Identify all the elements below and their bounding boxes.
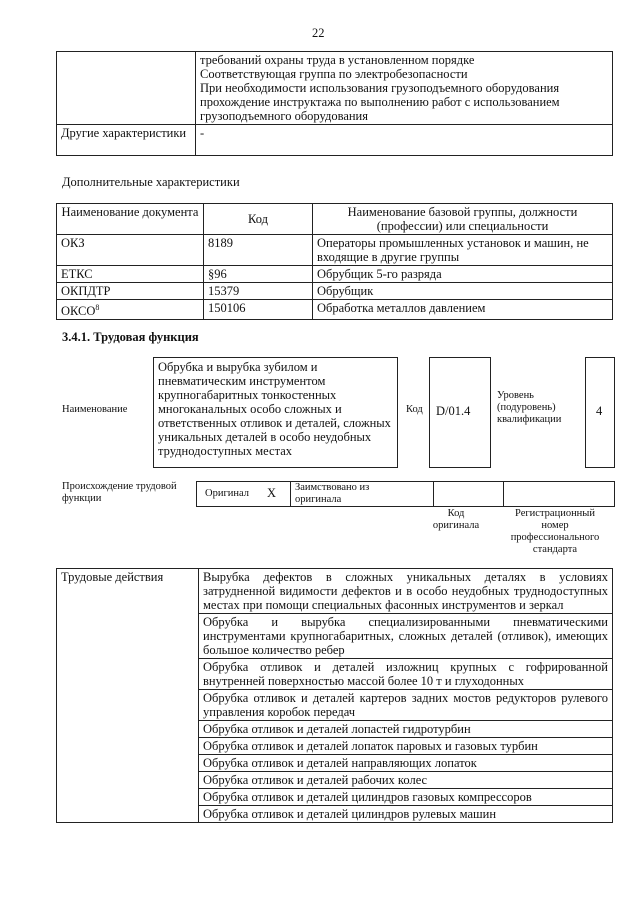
origin-row bbox=[196, 481, 615, 507]
function-code-box bbox=[429, 357, 491, 468]
cell-code: 15379 bbox=[204, 283, 313, 300]
cell-name: Обработка металлов давлением bbox=[313, 300, 613, 320]
table-row bbox=[57, 283, 613, 300]
labor-action-item: Обрубка отливок и деталей лопаток паровых и газовых турбин bbox=[199, 738, 613, 755]
table-row bbox=[57, 569, 613, 614]
other-characteristics-value: - bbox=[196, 125, 613, 156]
level-value: 4 bbox=[596, 404, 603, 418]
table-row bbox=[57, 300, 613, 320]
cell-name: Обрубщик 5-го разряда bbox=[313, 266, 613, 283]
labor-action-item: Обрубка отливок и деталей изложниц крупных с гофрированной внутренней поверхностью массой более 10 т и глуходонных bbox=[199, 659, 613, 690]
labor-actions-table bbox=[56, 568, 613, 823]
divider bbox=[433, 482, 434, 506]
cell-name: Обрубщик bbox=[313, 283, 613, 300]
function-name-box: Обрубка и вырубка зубилом и пневматическим инструментом крупногабаритных тонкостенных многоканальных особо сложных и ответственных отливок и деталей, сложных уникальных деталей в особо неудобных труднодоступных местах bbox=[153, 357, 398, 468]
table-row bbox=[57, 52, 613, 125]
cell-doc: ОКПДТР bbox=[57, 283, 204, 300]
cell-doc bbox=[57, 300, 204, 320]
original-label: Оригинал bbox=[205, 488, 249, 499]
other-characteristics-label: Другие характеристики bbox=[57, 125, 196, 156]
original-mark: X bbox=[267, 486, 277, 500]
header-code: Код bbox=[204, 204, 313, 235]
labor-action-item: Обрубка отливок и деталей картеров задних мостов редукторов рулевого управления коробок передач bbox=[199, 690, 613, 721]
labor-action-item: Обрубка и вырубка специализированными пневматическими инструментами крупногабаритных, сложных деталей (отливок), имеющих большое количество ребер bbox=[199, 614, 613, 659]
registration-number-label: Регистрационный номер профессионального стандарта bbox=[510, 508, 600, 555]
borrowed-label: Заимствовано из оригинала bbox=[295, 482, 370, 505]
table-cell-empty bbox=[57, 52, 196, 125]
header-document: Наименование документа bbox=[57, 204, 204, 235]
divider bbox=[290, 482, 291, 506]
qualification-requirements-table bbox=[56, 51, 613, 156]
labor-action-item: Обрубка отливок и деталей цилиндров рулевых машин bbox=[199, 806, 613, 823]
cell-doc: ЕТКС bbox=[57, 266, 204, 283]
level-box bbox=[585, 357, 615, 468]
table-header-row bbox=[57, 204, 613, 235]
table-row bbox=[57, 266, 613, 283]
code-original-label: Код оригинала bbox=[432, 508, 480, 531]
code-label: Код bbox=[406, 404, 423, 415]
name-label: Наименование bbox=[62, 404, 128, 415]
labor-actions-label: Трудовые действия bbox=[57, 569, 199, 823]
labor-action-item: Обрубка отливок и деталей лопастей гидротурбин bbox=[199, 721, 613, 738]
divider bbox=[503, 482, 504, 506]
labor-action-item: Обрубка отливок и деталей цилиндров газовых компрессоров bbox=[199, 789, 613, 806]
table-row bbox=[57, 125, 613, 156]
cell-code: 8189 bbox=[204, 235, 313, 266]
additional-characteristics-table bbox=[56, 203, 613, 320]
additional-characteristics-title: Дополнительные характеристики bbox=[62, 175, 240, 189]
cell-doc: ОКЗ bbox=[57, 235, 204, 266]
footnote-mark: 8 bbox=[95, 303, 100, 312]
page-number: 22 bbox=[312, 26, 325, 40]
section-title: 3.4.1. Трудовая функция bbox=[62, 330, 199, 344]
level-label: Уровень (подуровень) квалификации bbox=[497, 390, 562, 425]
requirements-text: требований охраны труда в установленном порядке Соответствующая группа по электробезопасности При необходимости использования грузоподъемного оборудования прохождение инструктажа по выполнению работ с использованием грузоподъемного оборудования bbox=[196, 52, 613, 125]
cell-code: 150106 bbox=[204, 300, 313, 320]
cell-code: §96 bbox=[204, 266, 313, 283]
labor-action-item: Обрубка отливок и деталей рабочих колес bbox=[199, 772, 613, 789]
doc-name: ОКСО bbox=[61, 304, 96, 319]
function-code-value: D/01.4 bbox=[436, 404, 471, 418]
origin-label: Происхождение трудовой функции bbox=[62, 481, 177, 504]
header-group-name: Наименование базовой группы, должности (профессии) или специальности bbox=[313, 204, 613, 235]
labor-action-item: Обрубка отливок и деталей направляющих лопаток bbox=[199, 755, 613, 772]
cell-name: Операторы промышленных установок и машин, не входящие в другие группы bbox=[313, 235, 613, 266]
table-row bbox=[57, 235, 613, 266]
labor-action-item: Вырубка дефектов в сложных уникальных деталях в условиях затрудненной видимости дефектов и в особо неудобных труднодоступных местах при помощи специальных фасонных инструментов и зеркал bbox=[199, 569, 613, 614]
